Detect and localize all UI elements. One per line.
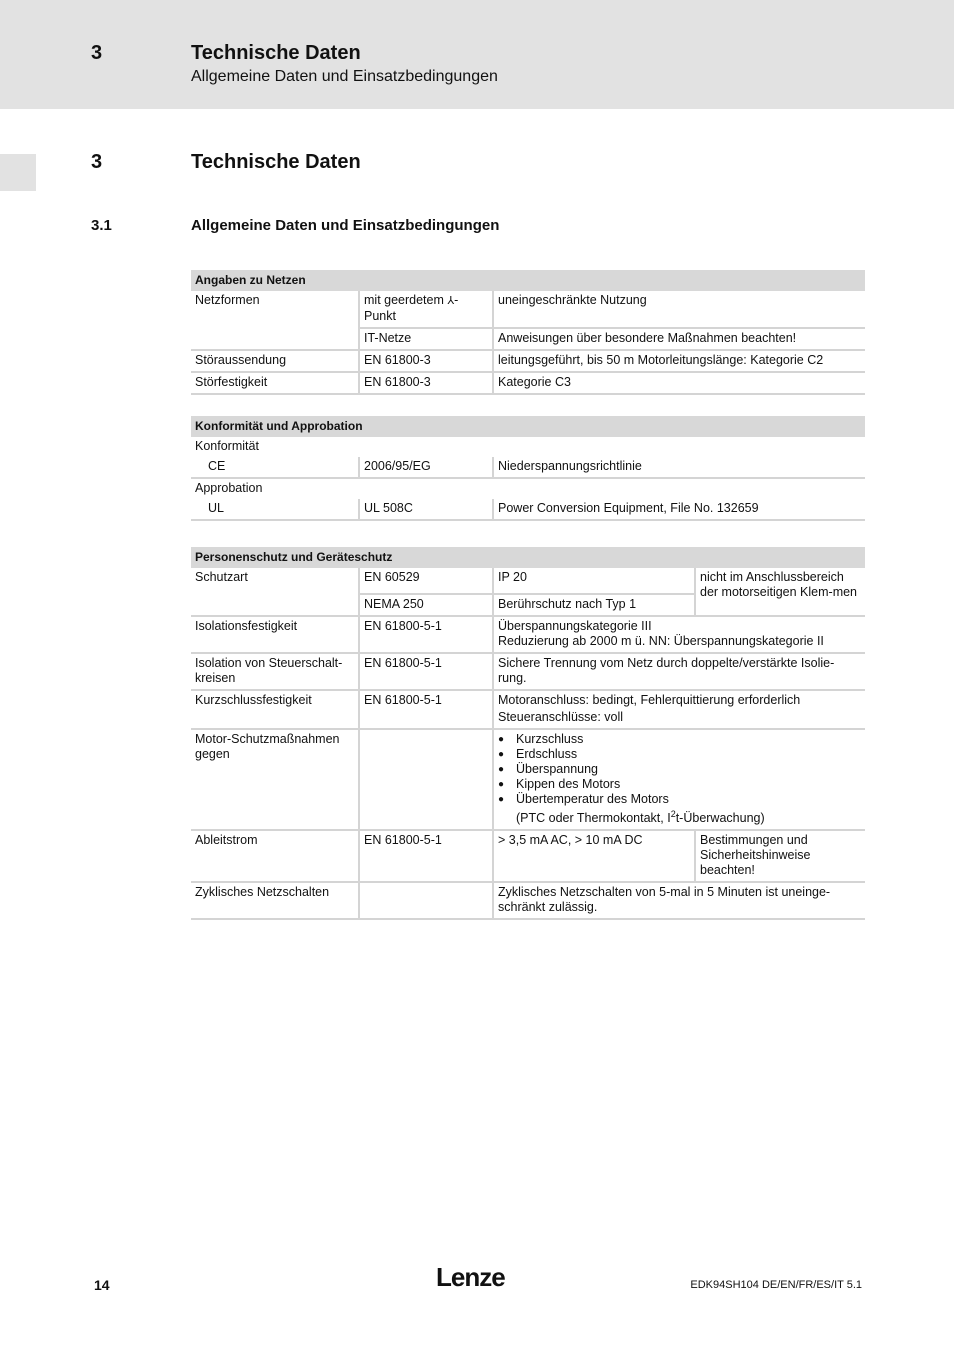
page-number: 14 — [94, 1277, 110, 1293]
row-label-isolation-steuerkreise: Isolation von Steuerschalt-kreisen — [191, 653, 359, 690]
value-line: Reduzierung ab 2000 m ü. NN: Überspannungskategorie II — [498, 634, 824, 648]
motor-note — [498, 807, 861, 826]
star-point-icon: ⅄ — [447, 295, 455, 307]
std-cell: 2006/95/EG — [359, 457, 493, 478]
value-cell: uneingeschränkte Nutzung — [493, 291, 865, 328]
row-label-kurzschlussfestigkeit: Kurzschlussfestigkeit — [191, 690, 359, 729]
row-label-netzformen: Netzformen — [191, 291, 359, 350]
value-cell: leitungsgeführt, bis 50 m Motorleitungslänge: Kategorie C2 — [493, 350, 865, 372]
table-netze — [191, 270, 865, 395]
row-label-schutzart: Schutzart — [191, 568, 359, 616]
value-cell: Kategorie C3 — [493, 372, 865, 394]
section-title-netze: Angaben zu Netzen — [191, 270, 865, 291]
page-header-band — [0, 0, 954, 109]
value-cell: > 3,5 mA AC, > 10 mA DC — [493, 830, 695, 882]
note-text: (PTC oder Thermokontakt, I — [516, 811, 671, 826]
motor-protection-list — [498, 732, 861, 807]
value-cell: Berührschutz nach Typ 1 — [493, 594, 695, 616]
row-label-zyklisches-netzschalten: Zyklisches Netzschalten — [191, 882, 359, 919]
row-label-isolationsfestigkeit: Isolationsfestigkeit — [191, 616, 359, 653]
heading1-number: 3 — [91, 151, 103, 173]
list-item: ● Kippen des Motors — [498, 777, 861, 792]
header-chapter-number: 3 — [91, 42, 103, 64]
note-cell: Bestimmungen und Sicherheitshinweise beachten! — [695, 830, 865, 882]
row-label-konformitaet: Konformität — [195, 439, 259, 453]
value-line: Steueranschlüsse: voll — [498, 710, 624, 724]
row-label-stoeraussendung: Störaussendung — [191, 350, 359, 372]
heading2-title: Allgemeine Daten und Einsatzbedingungen — [191, 217, 500, 234]
std-cell: IT-Netze — [359, 328, 493, 350]
header-subtitle: Allgemeine Daten und Einsatzbedingungen — [191, 68, 498, 85]
row-label-stoerfestigkeit: Störfestigkeit — [191, 372, 359, 394]
value-cell: IP 20 — [493, 568, 695, 594]
std-cell: EN 61800-3 — [359, 372, 493, 394]
std-cell — [359, 882, 493, 919]
row-label-ul: UL — [191, 499, 359, 520]
std-text: -Punkt — [364, 293, 459, 323]
std-cell — [359, 729, 493, 830]
row-label-motor-schutz: Motor-Schutzmaßnahmen gegen — [191, 729, 359, 830]
std-cell: EN 61800-5-1 — [359, 653, 493, 690]
std-cell: UL 508C — [359, 499, 493, 520]
std-cell — [359, 291, 493, 328]
value-cell — [493, 690, 865, 729]
value-line: Überspannungskategorie III — [498, 619, 652, 633]
header-chapter-title: Technische Daten — [191, 42, 361, 64]
document-id: EDK94SH104 DE/EN/FR/ES/IT 5.1 — [690, 1279, 862, 1291]
list-item: ● Kurzschluss — [498, 732, 861, 747]
value-cell: Sichere Trennung vom Netz durch doppelte/verstärkte Isolie-rung. — [493, 653, 865, 690]
list-item: ● Übertemperatur des Motors — [498, 792, 861, 807]
value-line: Motoranschluss: bedingt, Fehlerquittierung erforderlich — [498, 693, 801, 707]
row-label-ce: CE — [191, 457, 359, 478]
list-item: ● Erdschluss — [498, 747, 861, 762]
std-cell: EN 61800-5-1 — [359, 690, 493, 729]
section-title-schutz: Personenschutz und Geräteschutz — [191, 547, 865, 568]
note-cell: nicht im Anschlussbereich der motorseitigen Klem-men — [695, 568, 865, 616]
heading1-title: Technische Daten — [191, 151, 361, 173]
std-cell: NEMA 250 — [359, 594, 493, 616]
heading2-number: 3.1 — [91, 217, 112, 234]
value-cell: Power Conversion Equipment, File No. 132659 — [493, 499, 865, 520]
value-cell: Zyklisches Netzschalten von 5-mal in 5 Minuten ist uneinge-schränkt zulässig. — [493, 882, 865, 919]
row-label-ableitstrom: Ableitstrom — [191, 830, 359, 882]
std-cell: EN 60529 — [359, 568, 493, 594]
std-cell: EN 61800-3 — [359, 350, 493, 372]
row-label-approbation: Approbation — [195, 481, 263, 495]
std-text: mit geerdetem — [364, 293, 444, 307]
value-cell: Anweisungen über besondere Maßnahmen beachten! — [493, 328, 865, 350]
note-text: t-Überwachung) — [675, 811, 765, 826]
note-superscript: 2 — [670, 809, 676, 819]
value-cell — [493, 616, 865, 653]
std-cell: EN 61800-5-1 — [359, 616, 493, 653]
lenze-logo: Lenze — [436, 1262, 505, 1292]
chapter-side-tab — [0, 154, 36, 191]
list-item: ● Überspannung — [498, 762, 861, 777]
table-konformitaet — [191, 416, 865, 521]
section-title-konformitaet: Konformität und Approbation — [191, 416, 865, 437]
value-cell — [493, 729, 865, 830]
value-cell: Niederspannungsrichtlinie — [493, 457, 865, 478]
std-cell: EN 61800-5-1 — [359, 830, 493, 882]
table-schutz — [191, 547, 865, 920]
